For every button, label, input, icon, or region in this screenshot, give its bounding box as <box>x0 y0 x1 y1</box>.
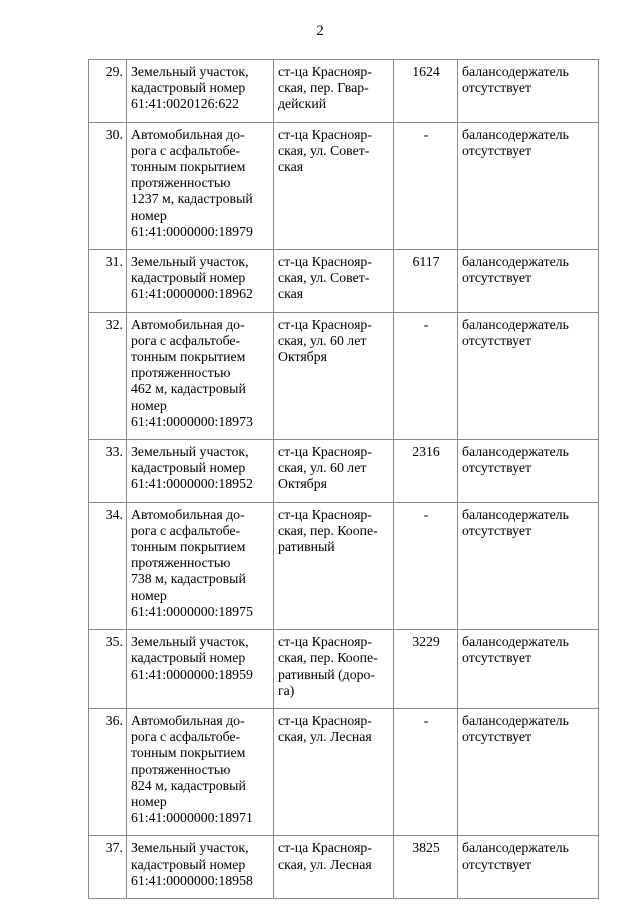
object-area: - <box>394 502 458 629</box>
object-description: Земельный участок, кадастровый номер 61:41:0000000:18952 <box>127 440 274 503</box>
balance-holder: балансодержатель отсутствует <box>458 708 599 835</box>
object-address: ст-ца Краснояр- ская, пер. Коопе- ративный (доро- га) <box>274 630 394 709</box>
object-area: 3229 <box>394 630 458 709</box>
object-description: Автомобильная до- рога с асфальтобе- тонным покрытием протяженностью 462 м, кадастровый номер 61:41:0000000:18973 <box>127 312 274 439</box>
object-address: ст-ца Краснояр- ская, ул. 60 лет Октября <box>274 312 394 439</box>
table-row <box>89 708 599 835</box>
object-area: 2316 <box>394 440 458 503</box>
object-area: 3825 <box>394 836 458 899</box>
table-row <box>89 312 599 439</box>
row-number: 30. <box>89 122 127 249</box>
table-row <box>89 60 599 123</box>
object-description: Земельный участок, кадастровый номер 61:41:0000000:18958 <box>127 836 274 899</box>
object-area: - <box>394 122 458 249</box>
object-address: ст-ца Краснояр- ская, ул. Совет- ская <box>274 122 394 249</box>
object-address: ст-ца Краснояр- ская, пер. Гвар- дейский <box>274 60 394 123</box>
object-area: - <box>394 312 458 439</box>
object-area: 1624 <box>394 60 458 123</box>
table-row <box>89 122 599 249</box>
row-number: 37. <box>89 836 127 899</box>
balance-holder: балансодержатель отсутствует <box>458 250 599 313</box>
table-row <box>89 440 599 503</box>
object-description: Земельный участок, кадастровый номер 61:41:0000000:18959 <box>127 630 274 709</box>
table-row <box>89 250 599 313</box>
balance-holder: балансодержатель отсутствует <box>458 60 599 123</box>
object-description: Земельный участок, кадастровый номер 61:41:0000000:18962 <box>127 250 274 313</box>
row-number: 32. <box>89 312 127 439</box>
balance-holder: балансодержатель отсутствует <box>458 502 599 629</box>
object-address: ст-ца Краснояр- ская, ул. 60 лет Октября <box>274 440 394 503</box>
property-registry-table <box>88 59 599 899</box>
object-address: ст-ца Краснояр- ская, ул. Совет- ская <box>274 250 394 313</box>
balance-holder: балансодержатель отсутствует <box>458 836 599 899</box>
row-number: 34. <box>89 502 127 629</box>
object-description: Автомобильная до- рога с асфальтобе- тонным покрытием протяженностью 738 м, кадастровый номер 61:41:0000000:18975 <box>127 502 274 629</box>
page-number: 2 <box>316 23 324 39</box>
balance-holder: балансодержатель отсутствует <box>458 440 599 503</box>
object-area: - <box>394 708 458 835</box>
table-row <box>89 630 599 709</box>
object-address: ст-ца Краснояр- ская, пер. Коопе- ративный <box>274 502 394 629</box>
object-address: ст-ца Краснояр- ская, ул. Лесная <box>274 836 394 899</box>
table-row <box>89 502 599 629</box>
row-number: 36. <box>89 708 127 835</box>
table-row <box>89 836 599 899</box>
row-number: 35. <box>89 630 127 709</box>
object-address: ст-ца Краснояр- ская, ул. Лесная <box>274 708 394 835</box>
row-number: 33. <box>89 440 127 503</box>
balance-holder: балансодержатель отсутствует <box>458 630 599 709</box>
balance-holder: балансодержатель отсутствует <box>458 122 599 249</box>
balance-holder: балансодержатель отсутствует <box>458 312 599 439</box>
object-description: Автомобильная до- рога с асфальтобе- тонным покрытием протяженностью 824 м, кадастровый номер 61:41:0000000:18971 <box>127 708 274 835</box>
object-area: 6117 <box>394 250 458 313</box>
object-description: Земельный участок, кадастровый номер 61:41:0020126:622 <box>127 60 274 123</box>
row-number: 31. <box>89 250 127 313</box>
row-number: 29. <box>89 60 127 123</box>
object-description: Автомобильная до- рога с асфальтобе- тонным покрытием протяженностью 1237 м, кадастровый номер 61:41:0000000:18979 <box>127 122 274 249</box>
